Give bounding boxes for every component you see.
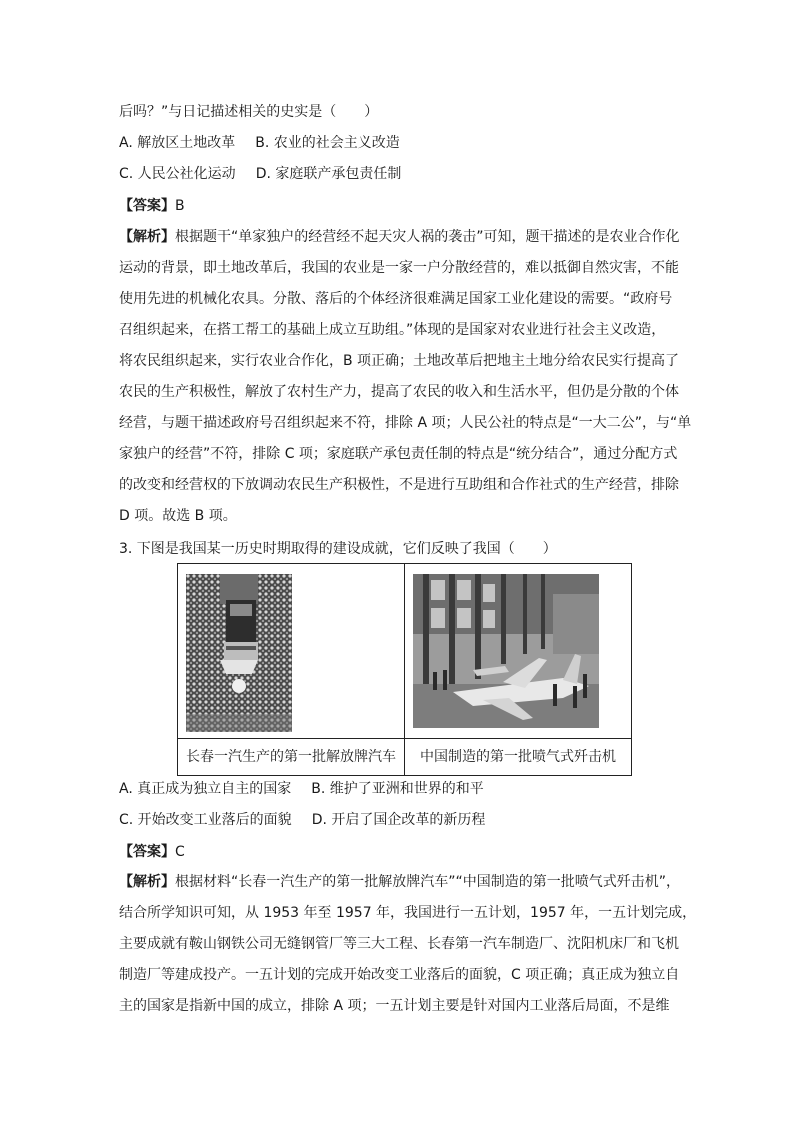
analysis-line: 主要成就有鞍山钢铁公司无缝钢管厂等三大工程、长春第一汽车制造厂、沈阳机床厂和飞机 bbox=[119, 936, 679, 952]
photo-cell-left bbox=[178, 564, 405, 739]
question-2-options-row-2 bbox=[119, 164, 401, 184]
option-a: A. 真正成为独立自主的国家 bbox=[119, 781, 292, 797]
option-c: C. 开始改变工业落后的面貌 bbox=[119, 812, 292, 828]
answer-value: B bbox=[175, 198, 185, 214]
analysis-line: 制造厂等建成投产。一五计划的完成开始改变工业落后的面貌，C 项正确；真正成为独立自 bbox=[119, 967, 680, 983]
answer-tag: 【答案】 bbox=[119, 844, 175, 860]
option-d: D. 家庭联产承包责任制 bbox=[255, 166, 402, 182]
question-3-answer bbox=[119, 842, 185, 862]
analysis-line: 的改变和经营权的下放调动农民生产积极性，不是进行互助组和合作社式的生产经营，排除 bbox=[119, 477, 679, 493]
image-table bbox=[177, 563, 632, 776]
question-3-options-row-1 bbox=[119, 779, 484, 799]
question-2-analysis bbox=[119, 222, 692, 532]
answer-tag: 【答案】 bbox=[119, 198, 175, 214]
option-a: A. 解放区土地改革 bbox=[119, 135, 236, 151]
caption-left: 长春一汽生产的第一批解放牌汽车 bbox=[178, 739, 405, 776]
analysis-line: 运动的背景，即土地改革后，我国的农业是一家一户分散经营的，难以抵御自然灾害，不能 bbox=[119, 260, 679, 276]
truck-parade-photo bbox=[186, 574, 292, 732]
analysis-line: 召组织起来，在搭工帮工的基础上成立互助组。”体现的是国家对农业进行社会主义改造， bbox=[119, 322, 666, 338]
option-c: C. 人民公社化运动 bbox=[119, 166, 236, 182]
question-2-options-row-1 bbox=[119, 133, 400, 153]
analysis-tag: 【解析】 bbox=[119, 874, 175, 890]
option-b: B. 维护了亚洲和世界的和平 bbox=[311, 781, 484, 797]
option-d: D. 开启了国企改革的新历程 bbox=[311, 812, 486, 828]
option-b: B. 农业的社会主义改造 bbox=[255, 135, 400, 151]
caption-right: 中国制造的第一批喷气式歼击机 bbox=[405, 739, 632, 776]
answer-value: C bbox=[175, 844, 185, 860]
jet-factory-photo bbox=[413, 574, 599, 728]
analysis-tag: 【解析】 bbox=[119, 229, 175, 245]
question-2-stem-tail: 后吗？”与日记描述相关的史实是（ ） bbox=[119, 104, 379, 120]
analysis-line: D 项。故选 B 项。 bbox=[119, 508, 237, 524]
analysis-line: 经营，与题干描述政府号召组织起来不符，排除 A 项；人民公社的特点是“一大二公”，与“单 bbox=[119, 415, 692, 431]
analysis-line: 主的国家是指新中国的成立，排除 A 项；一五计划主要是针对国内工业落后局面，不是维 bbox=[119, 998, 670, 1014]
question-3-stem: 3. 下图是我国某一历史时期取得的建设成就，它们反映了我国（ ） bbox=[119, 541, 557, 557]
question-3-options-row-2 bbox=[119, 810, 485, 830]
analysis-line: 家独户的经营”不符，排除 C 项；家庭联产承包责任制的特点是“统分结合”，通过分配方式 bbox=[119, 446, 678, 462]
analysis-line: 【解析】根据材料“长春一汽生产的第一批解放牌汽车”“中国制造的第一批喷气式歼击机”， bbox=[119, 874, 681, 890]
analysis-line: 【解析】根据题干“单家独户的经营经不起天灾人祸的袭击”可知，题干描述的是农业合作化 bbox=[119, 229, 680, 245]
analysis-line: 农民的生产积极性，解放了农村生产力，提高了农民的收入和生活水平，但仍是分散的个体 bbox=[119, 384, 679, 400]
analysis-line: 将农民组织起来，实行农业合作化，B 项正确；土地改革后把地主土地分给农民实行提高了 bbox=[119, 353, 680, 369]
question-2-answer bbox=[119, 196, 185, 216]
analysis-line: 使用先进的机械化农具。分散、落后的个体经济很难满足国家工业化建设的需要。“政府号 bbox=[119, 291, 673, 307]
analysis-line: 结合所学知识可知，从 1953 年至 1957 年，我国进行一五计划，1957 年，一五计划完成， bbox=[119, 905, 697, 921]
photo-cell-right bbox=[405, 564, 632, 739]
question-3-analysis bbox=[119, 867, 697, 1022]
